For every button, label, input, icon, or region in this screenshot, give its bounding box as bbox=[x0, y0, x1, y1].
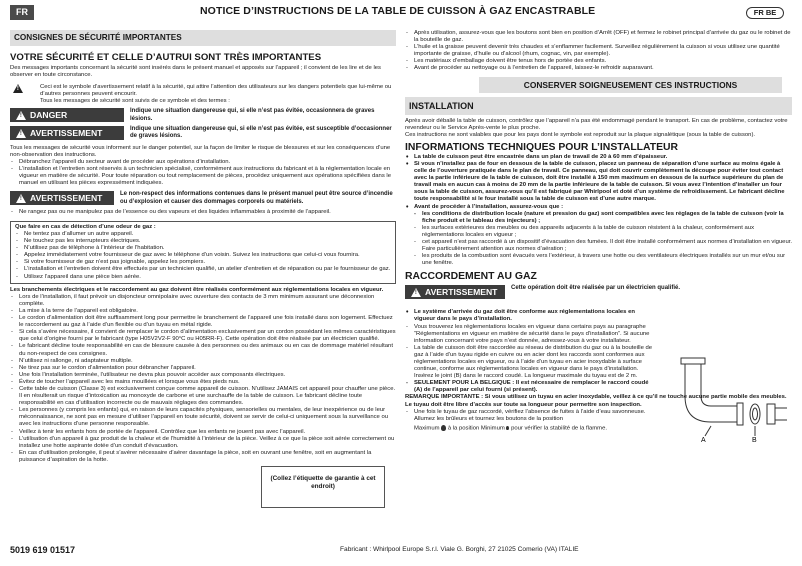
installation-title: INSTALLATION bbox=[405, 97, 792, 115]
list-item: - L’utilisation d’un appareil à gaz produit de la chaleur et de l’humidité à l’intérieur de la pièce. Veillez à ce que la pièce soit aérée correctement ou installez une hotte aspirante dotée d’un conduit d’évacuation. bbox=[10, 436, 396, 450]
gas-odor-title: Que faire en cas de détection d’une odeur de gaz : bbox=[15, 223, 156, 230]
list-item: - Le fabricant décline toute responsabilité en cas de blessure causée à des personnes ou des animaux ou en cas de dommage matériel résultant du non-respect de ces consignes. bbox=[10, 343, 396, 357]
list-item: - Avant de procéder au nettoyage ou à l’entretien de l’appareil, laissez-le refroidir auparavant. bbox=[405, 65, 792, 72]
list-item: - SEULEMENT POUR LA BELGIQUE : Il est nécessaire de remplacer le raccord coudé (A) de l’appareil par celui fourni (si présent). bbox=[405, 380, 657, 394]
list-item: - L’installation et l’entretien sont réservés à un technicien spécialisé, conformément aux instructions du fabricant et à la réglementation locale en vigueur en matière de sécurité. Pour toute réparation ou tout remplacement de pièces, procédez uniquement aux opérations spécifiées dans le manuel en utilisant les pièces expressément indiquées. bbox=[10, 166, 396, 187]
list-item: - Ne tentez pas d’allumer un autre appareil. bbox=[15, 231, 391, 238]
list-item: • Le système d’arrivée du gaz doit être conforme aux réglementations locales en vigueur dans le pays d’installation. bbox=[405, 309, 657, 323]
page-footer bbox=[10, 543, 792, 559]
check-list bbox=[405, 211, 792, 268]
danger-badge bbox=[10, 108, 124, 122]
list-item: - L’installation et l’entretien doivent être effectués par un technicien qualifié, un atelier d’entretien et de réparation ou par le fournisseur de gaz. bbox=[15, 266, 391, 273]
list-item: - cet appareil n’est pas raccordé à un dispositif d’évacuation des fumées. Il doit être installé conformément aux normes d’installation en vigueur. Faire particulièrement attention aux normes d’aération ; bbox=[413, 239, 792, 253]
max-text: Maximum bbox=[414, 425, 440, 432]
left-column bbox=[10, 30, 396, 464]
list-item: - les surfaces extérieures des meubles ou des appareils adjacents à la table de cuisson résistent à la chaleur, conformément aux réglementations locales en vigueur ; bbox=[413, 225, 792, 239]
label-a: A bbox=[701, 437, 706, 444]
warranty-label-box: (Collez l’étiquette de garantie à cet endroit) bbox=[261, 466, 385, 508]
warning-label: AVERTISSEMENT bbox=[425, 287, 498, 298]
usage-list bbox=[405, 30, 792, 73]
list-item: - Une fois l’installation terminée, l’utilisateur ne devra plus pouvoir accéder aux composants électriques. bbox=[10, 372, 396, 379]
list-item: - Si cela s’avère nécessaire, il convient de remplacer le cordon d’alimentation exclusivement par un cordon possédant les mêmes caractéristiques que celui d’origine fourni par le fabricant (type H05V2V2-F 90°C ou H05RR-F). Cette opération doit être réalisée par un électricien qualifié. bbox=[10, 329, 396, 343]
page-header bbox=[0, 0, 802, 26]
electrician-warning-text: Cette opération doit être réalisée par un électricien qualifié. bbox=[511, 285, 681, 292]
list-item: - Ne touchez pas les interrupteurs électriques. bbox=[15, 238, 391, 245]
danger-block bbox=[10, 108, 396, 123]
warning-triangle-icon bbox=[16, 129, 26, 138]
list-item: - En cas d’utilisation prolongée, il peut s’avérer nécessaire d’aérer davantage la pièce, soit en ouvrant une fenêtre, soit en augmentant la puissance d’aspiration de la hotte. bbox=[10, 450, 396, 464]
symbol-text-2: Tous les messages de sécurité sont suivis de ce symbole et des termes : bbox=[40, 98, 230, 105]
gas-elbow-diagram bbox=[671, 356, 789, 444]
small-flame-icon bbox=[506, 426, 509, 430]
list-item: - les conditions de distribution locale (nature et pression du gaz) sont compatibles avec les réglages de la table de cuisson (voir la fiche produit et le tableau des injecteurs) ; bbox=[413, 211, 792, 225]
danger-label: DANGER bbox=[30, 110, 68, 121]
list-item: - Lors de l’installation, il faut prévoir un disjoncteur omnipolaire avec ouverture des contacts de 3 mm minimum assurant une déconnexion complète. bbox=[10, 294, 396, 308]
electrical-list bbox=[10, 294, 396, 464]
keep-instructions-title: CONSERVER SOIGNEUSEMENT CES INSTRUCTIONS bbox=[479, 77, 782, 93]
gas-odor-list bbox=[15, 231, 391, 281]
min-text: à la position Minimum bbox=[447, 425, 505, 432]
list-item: • Si vous n’installez pas de four en dessous de la table de cuisson, placez un panneau de séparation d’une surface au moins égale à celle de l’ouverture pratiquée dans le plan de travail. Ce panneau, qui doit couvrir complètement la découpe pour éviter tout contact avec la partie inférieure de la table de cuisson, doit être installé à 150 mm maximum en dessous de la surface supérieure du plan de travail mais en aucun cas à moins de 20 mm de la partie inférieure de la table de cuisson. Si vous avez l’intention d’installer un four sous la table de cuisson, assurez-vous qu’il est fabriqué par Whirlpool et doté d’un système de refroidissement. Le fabricant décline toute responsabilité si le four installé sous la table de cuisson est d’une autre marque. bbox=[405, 161, 792, 204]
list-item: - Évitez de toucher l’appareil avec les mains mouillées et lorsque vous êtes pieds nus. bbox=[10, 379, 396, 386]
warning-text: Indique une situation dangereuse qui, si elle n’est pas évitée, est susceptible d’occasionner de graves lésions. bbox=[130, 126, 392, 140]
warning-triangle-icon bbox=[16, 194, 26, 203]
connection-list bbox=[405, 324, 657, 395]
warning-badge-2 bbox=[10, 191, 114, 205]
list-item: - Débranchez l’appareil du secteur avant de procéder aux opérations d’installation. bbox=[10, 159, 396, 166]
warning-badge bbox=[10, 126, 124, 140]
list-item: - Utilisez l’appareil dans une pièce bien aérée. bbox=[15, 274, 391, 281]
safety-heading: VOTRE SÉCURITÉ ET CELLE D’AUTRUI SONT TRÈS IMPORTANTES bbox=[10, 52, 322, 63]
electrical-title: Les branchements électriques et le raccordement au gaz doivent être réalisés conformément aux réglementations locales en vigueur. bbox=[10, 286, 384, 293]
list-item: - L’huile et la graisse peuvent devenir très chaudes et s’enflammer facilement. Surveillez régulièrement la cuisson si vous utilisez une quantité importante de graisse, d’huile ou d’alcool (rhum, cognac, vin, par exemple). bbox=[405, 44, 792, 58]
list-item: - La table de cuisson doit être raccordée au réseau de distribution du gaz ou à la bouteille de gaz à l’aide d’un tuyau rigide en cuivre ou en acier dont les raccords sont conformes aux réglementations locales en vigueur, ou à l’aide d’un tuyau en acier inoxydable à surface continue, conforme aux réglementations locales en vigueur dans le pays d’installation. Insérez le joint (B) dans le raccord coudé. La longueur maximale du tuyau est de 2 m. bbox=[405, 345, 657, 380]
warning-label: AVERTISSEMENT bbox=[30, 193, 103, 204]
large-flame-icon bbox=[441, 425, 446, 431]
list-item: • Avant de procéder à l’installation, assurez-vous que : bbox=[405, 204, 792, 211]
list-item: - Le cordon d’alimentation doit être suffisamment long pour permettre le branchement de l’appareil une fois installé dans son logement. Effectuez le raccordement au gaz à l’aide d’un flexible ou d’un tuyau en métal rigide. bbox=[10, 315, 396, 329]
list-item: - les produits de la combustion sont évacués vers l’extérieur, à travers une hotte ou des ventilateurs électriques installés sur un mur et/ou sur une fenêtre. bbox=[413, 253, 792, 267]
list-item: - N’utilisez pas de téléphone à l’intérieur de l’habitation. bbox=[15, 245, 391, 252]
warning-badge-3 bbox=[405, 285, 505, 299]
warning-triangle-icon bbox=[10, 84, 34, 93]
electrician-warning-block bbox=[405, 285, 792, 299]
tech-info-list bbox=[405, 154, 792, 211]
manufacturer-text: Fabricant : Whirlpool Europe S.r.l. Viale G. Borghi, 27 21025 Comerio (VA) ITALIE bbox=[340, 546, 579, 553]
warning-label: AVERTISSEMENT bbox=[30, 128, 103, 139]
list-item: - N’utilisez ni rallonge, ni adaptateur multiple. bbox=[10, 358, 396, 365]
installation-text-2: Ces instructions ne sont valables que pour les pays dont le symbole est reproduit sur la plaque signalétique (sous la table de cuisson). bbox=[405, 131, 756, 138]
list-item: - Les matériaux d’emballage doivent être tenus hors de portée des enfants. bbox=[405, 58, 792, 65]
list-item: - Après utilisation, assurez-vous que les boutons sont bien en position d’Arrêt (OFF) et fermez le robinet principal d’arrivée du gaz ou le robinet de la bouteille de gaz. bbox=[405, 30, 792, 44]
warning-block bbox=[10, 126, 396, 141]
warning-text-2: Le non-respect des informations contenues dans le présent manuel peut être source d’incendie ou d’explosion et causer des dommages corporels ou matériels. bbox=[120, 191, 393, 205]
list-item: - Si votre fournisseur de gaz n’est pas joignable, appelez les pompiers. bbox=[15, 259, 391, 266]
stability-text: pour vérifier la stabilité de la flamme. bbox=[511, 425, 607, 432]
list-item: - Ne tirez pas sur le cordon d’alimentation pour débrancher l’appareil. bbox=[10, 365, 396, 372]
document-title: NOTICE D’INSTRUCTIONS DE LA TABLE DE CUISSON À GAZ ENCASTRABLE bbox=[200, 5, 596, 17]
list-item: - Veillez à tenir les enfants hors de portée de l’appareil. Contrôlez que les enfants ne jouent pas avec l’appareil. bbox=[10, 429, 396, 436]
list-item: - Les personnes (y compris les enfants) qui, en raison de leurs capacités physiques, sensorielles ou mentales, de leur inexpérience ou de leur méconnaissance, ne sont pas en mesure d’utiliser l’appareil en toute sécurité, doivent se servir de celui-ci uniquement sous la surveillance ou avec les instructions d’une personne responsable. bbox=[10, 407, 396, 428]
important-remark: REMARQUE IMPORTANTE : Si vous utilisez un tuyau en acier inoxydable, veillez à ce qu’il ne touche aucune partie mobile des meubles. Le tuyau doit être libre d’accès sur toute sa longueur pour permettre son inspection. bbox=[405, 394, 787, 408]
language-tag: FR bbox=[10, 5, 34, 20]
list-item: - La mise à la terre de l’appareil est obligatoire. bbox=[10, 308, 396, 315]
country-badge: FR BE bbox=[746, 7, 784, 19]
symbol-text: Ceci est le symbole d’avertissement relatif à la sécurité, qui attire l’attention des utilisateurs sur les dangers potentiels que lui-même ou d’autres personnes peuvent encourir. bbox=[40, 84, 392, 98]
safety-intro: Des messages importants concernant la sécurité sont insérés dans le présent manuel et apposés sur l’appareil ; il convient de les lire et de les observer en toute circonstance. bbox=[10, 65, 381, 79]
warning-triangle-icon bbox=[411, 288, 421, 297]
symbol-block bbox=[10, 84, 396, 105]
flammable-list bbox=[10, 209, 396, 216]
list-item: - Cette table de cuisson (Classe 3) est exclusivement conçue comme appareil de cuisson. N’utilisez JAMAIS cet appareil pour chauffer une pièce. Il en résulterait un risque d’intoxication au monoxyde de carbone et une surchauffe de la table de cuisson. Le fabricant décline toute responsabilité en cas d’utilisation incorrecte ou de mauvais réglages des commandes. bbox=[10, 386, 396, 407]
leak-check-list bbox=[405, 409, 657, 423]
gas-odor-box bbox=[10, 221, 396, 284]
list-item: - Ne rangez pas ou ne manipulez pas de l’essence ou des vapeurs et des liquides inflammables à proximité de l’appareil. bbox=[10, 209, 396, 216]
document-code: 5019 619 01517 bbox=[10, 545, 76, 555]
danger-text: Indique une situation dangereuse qui, si elle n’est pas évitée, occasionnera de graves lésions. bbox=[130, 108, 375, 122]
warning-block-2 bbox=[10, 191, 396, 206]
list-item: - Appelez immédiatement votre fournisseur de gaz avec le téléphone d’un voisin. Suivez les instructions que celui-ci vous fournira. bbox=[15, 252, 391, 259]
connection-bold-list bbox=[405, 309, 657, 323]
right-column bbox=[405, 30, 793, 444]
gas-connection-title: RACCORDEMENT AU GAZ bbox=[405, 271, 537, 283]
warning-triangle-icon bbox=[16, 111, 26, 120]
list-item: - Vous trouverez les réglementations locales en vigueur dans certains pays au paragraphe “Réglementations en vigueur en matière de sécurité dans le pays d’installation”. Si aucune information concernant votre pays n’est donnée, adressez-vous à votre installateur. bbox=[405, 324, 657, 345]
tech-info-title: INFORMATIONS TECHNIQUES POUR L’INSTALLATEUR bbox=[405, 141, 679, 153]
safety-list bbox=[10, 159, 396, 187]
label-b: B bbox=[752, 437, 757, 444]
safety-section-title: CONSIGNES DE SÉCURITÉ IMPORTANTES bbox=[10, 30, 396, 46]
list-item: • La table de cuisson peut être encastrée dans un plan de travail de 20 à 60 mm d’épaisseur. bbox=[405, 154, 792, 161]
connection-text-block bbox=[405, 309, 657, 394]
messages-text: Tous les messages de sécurité vous informent sur le danger potentiel, sur la façon de limiter le risque de blessures et sur les conséquences d’une non-observation des instructions. bbox=[10, 144, 391, 158]
list-item: - Une fois le tuyau de gaz raccordé, vérifiez l’absence de fuites à l’aide d’eau savonneuse. Allumez les brûleurs et tournez les boutons de la position bbox=[405, 409, 657, 423]
installation-text: Après avoir déballé la table de cuisson, contrôlez que l’appareil n’a pas été endommagé pendant le transport. En cas de problème, contactez votre revendeur ou le Service Après-vente le plus proche. bbox=[405, 117, 788, 131]
